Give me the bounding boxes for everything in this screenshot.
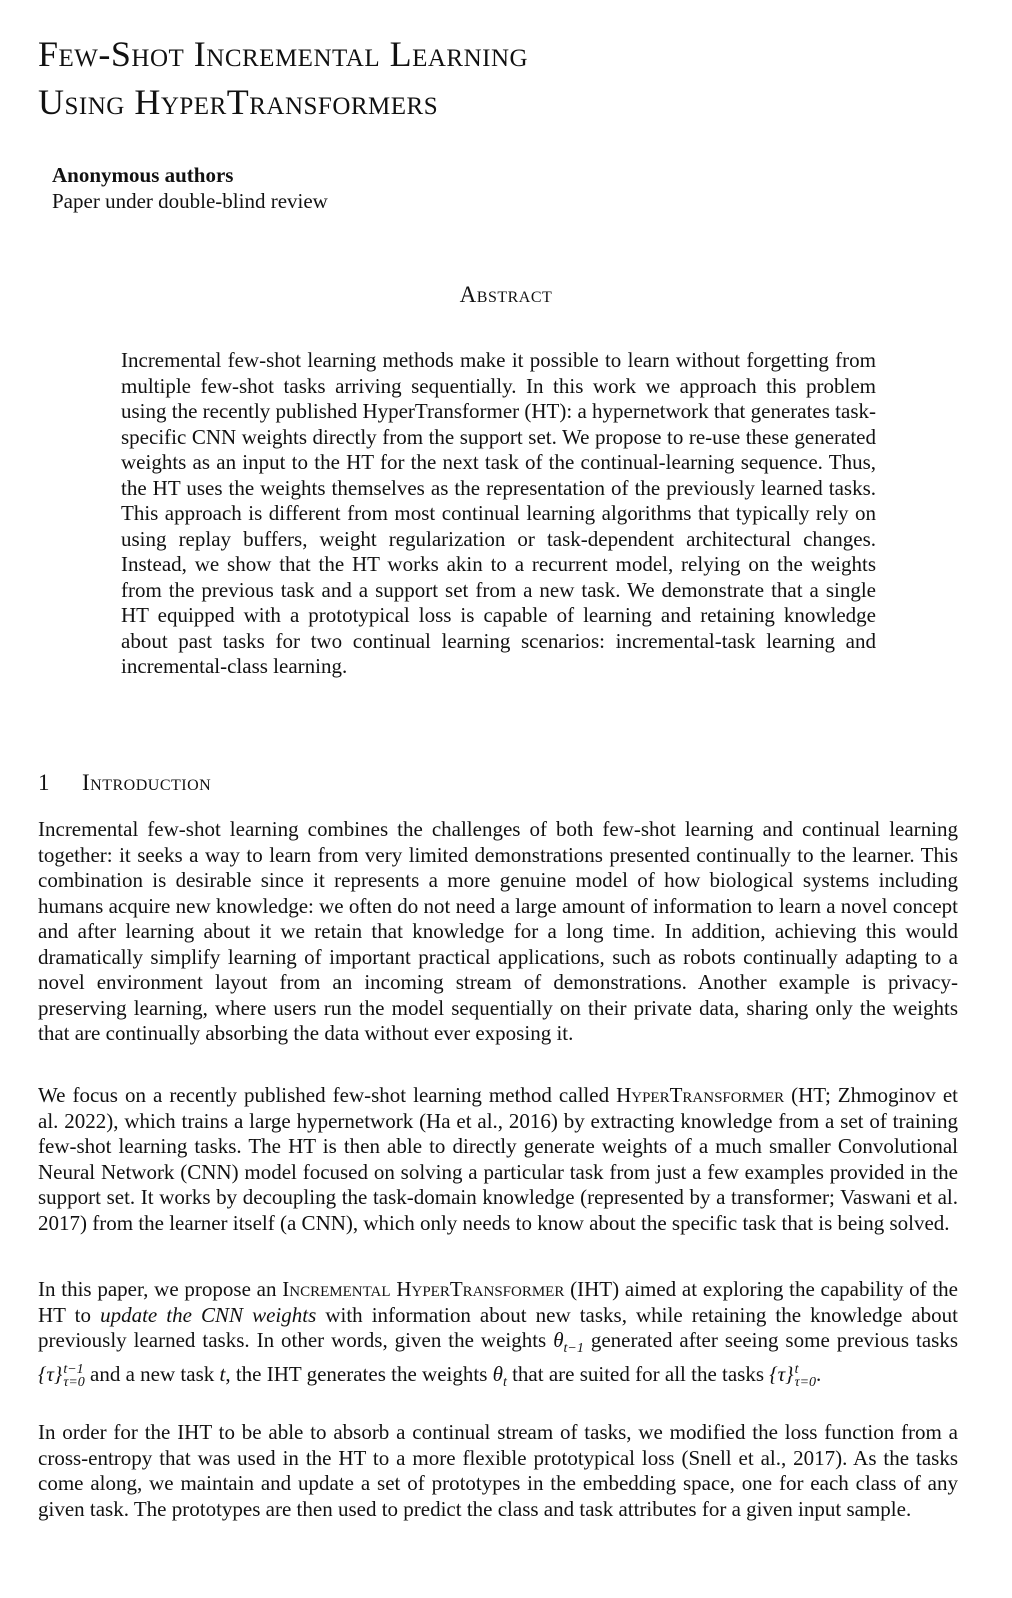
title-line-1: Few-Shot Incremental Learning [38,34,529,74]
method-name-iht: Incremental HyperTransformer [282,1277,565,1301]
p3-text-f: , the IHT generates the weights [225,1361,493,1386]
theta-symbol: θ [553,1328,564,1352]
math-task-set-prev [38,1361,85,1390]
abstract-heading: Abstract [459,282,553,307]
section-title: Introduction [82,770,212,795]
section-heading-introduction [38,770,211,796]
intro-paragraph-4: In order for the IHT to be able to absorb a continual stream of tasks, we modified the loss function from a cross-entropy that was used in the HT to a more flexible prototypical loss (Snell et al., 2017). As the tasks come along, we maintain and update a set of prototypes in the embedding space, one for each class of any given task. The prototypes are then used to predict the class and task attributes for a given input sample. [38,1420,958,1521]
p3-text-b: (IHT) aimed at exploring the capability of the HT to [38,1277,959,1327]
section-number: 1 [38,770,50,795]
emphasis-text: update the CNN weights [100,1302,317,1327]
task-set-symbol: {τ} [769,1361,794,1386]
intro-paragraph-3 [38,1277,958,1395]
p3-text-c: with information about new tasks, while retaining the knowledge about previously learned tasks. In other words, given the weights [38,1302,958,1352]
task-set-all-superscript: t [794,1361,799,1377]
math-t: t [219,1361,226,1386]
p2-text-b: (HT; Zhmoginov et al. 2022), which trains a large hypernetwork (Ha et al., 2016) by extracting knowledge from a set of training few-shot learning tasks. The HT is then able to directly generate weights of a much smaller Convolutional Neural Network (CNN) model focused on solving a particular task from just a few examples provided in the support set. It works by decoupling the task-domain knowledge (represented by a transformer; Vaswani et al. 2017) from the learner itself (a CNN), which only needs to know about the specific task that is being solved. [38,1083,958,1235]
author-names: Anonymous authors [52,163,234,187]
review-note: Paper under double-blind review [52,189,328,213]
task-set-superscript: t−1 [63,1361,84,1377]
task-set-all-subscript: τ=0 [794,1374,817,1390]
author-block [52,162,328,214]
method-name-hypertransformer: HyperTransformer [616,1083,785,1107]
p3-text-a: In this paper, we propose an [38,1277,283,1301]
math-theta-prev [553,1328,584,1357]
p3-text-g: that are suited for all the tasks [506,1361,770,1386]
paper-title [38,30,938,126]
theta-symbol: θ [492,1361,503,1386]
math-theta-t [492,1361,507,1390]
intro-paragraph-2 [38,1083,958,1236]
task-set-subscript: τ=0 [63,1374,85,1390]
theta-subscript: t−1 [563,1341,584,1357]
theta-t-subscript: t [502,1374,507,1390]
p3-text-d: generated after seeing some previous tasks [583,1328,959,1352]
task-set-symbol: {τ} [38,1361,63,1386]
title-line-2: Using HyperTransformers [38,82,439,122]
abstract-text: Incremental few-shot learning methods make it possible to learn without forgetting from multiple few-shot tasks arriving sequentially. In this work we approach this problem using the recently published HyperTransformer (HT): a hypernetwork that generates task-specific CNN weights directly from the support set. We propose to re-use these generated weights as an input to the HT for the next task of the continual-learning sequence. Thus, the HT uses the weights themselves as the representation of the previously learned tasks. This approach is different from most continual learning algorithms that typically rely on using replay buffers, weight regularization or task-dependent architectural changes. Instead, we show that the HT works akin to a recurrent model, relying on the weights from the previous task and a support set from a new task. We demonstrate that a single HT equipped with a prototypical loss is capable of learning and retaining knowledge about past tasks for two continual learning scenarios: incremental-task learning and incremental-class learning. [121,348,876,678]
p3-text-e: and a new task [84,1361,220,1386]
task-set-all-limits [795,1363,816,1389]
p3-text-h: . [816,1361,822,1386]
task-set-limits [63,1363,84,1389]
p2-text-a: We focus on a recently published few-shot learning method called [38,1083,617,1107]
math-task-set-all [769,1361,817,1390]
intro-paragraph-1: Incremental few-shot learning combines the challenges of both few-shot learning and continual learning together: it seeks a way to learn from very limited demonstrations presented continually to the learner. This combination is desirable since it represents a more genuine model of how biological systems including humans acquire new knowledge: we often do not need a large amount of information to learn a novel concept and after learning about it we retain that knowledge for a long time. In addition, achieving this would dramatically simplify learning of important practical applications, such as robots continually adapting to a novel environment layout from an incoming stream of demonstrations. Another example is privacy-preserving learning, where users run the model sequentially on their private data, sharing only the weights that are continually absorbing the data without ever exposing it. [38,817,958,1045]
